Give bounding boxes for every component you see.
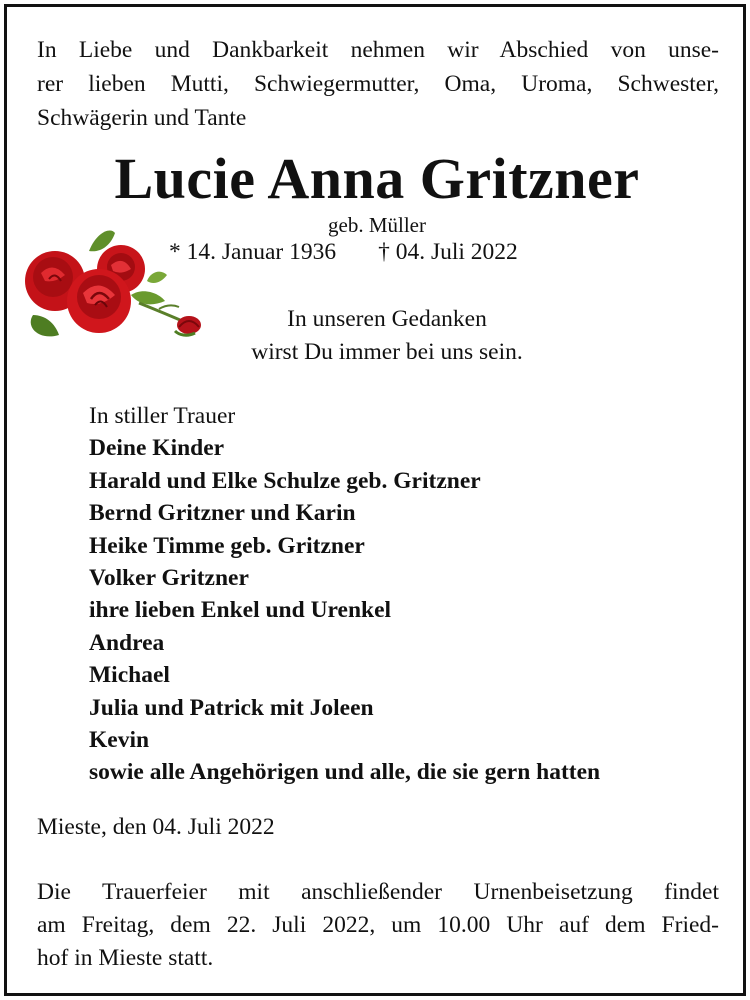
mourner-line: ihre lieben Enkel und Urenkel: [89, 597, 392, 624]
service-line: hof in Mieste statt.: [37, 945, 214, 971]
birth-date: * 14. Januar 1936: [169, 239, 337, 265]
roses-icon: [19, 223, 207, 343]
service-line: Die Trauerfeier mit anschließender Urnenbeisetzung findet: [37, 879, 719, 905]
intro-text: [37, 33, 719, 135]
mourner-line: Heike Timme geb. Gritzner: [89, 532, 365, 559]
mourners-intro: In stiller Trauer: [89, 403, 236, 429]
mourner-line: Kevin: [89, 727, 150, 754]
mourner-line: Julia und Patrick mit Joleen: [89, 694, 374, 721]
mourner-line: Deine Kinder: [89, 435, 225, 462]
intro-line: Schwägerin und Tante: [37, 105, 247, 131]
life-dates: [169, 239, 518, 266]
place-date: Mieste, den 04. Juli 2022: [37, 814, 275, 840]
intro-line: rer lieben Mutti, Schwiegermutter, Oma, Uroma, Schwester,: [37, 71, 719, 97]
deceased-name: Lucie Anna Gritzner: [114, 146, 640, 211]
birth-name: geb. Müller: [328, 213, 426, 237]
funeral-service-info: [37, 876, 719, 975]
mourner-line: Bernd Gritzner und Karin: [89, 500, 356, 527]
intro-line: In Liebe und Dankbarkeit nehmen wir Abschied von unse-: [37, 37, 719, 63]
death-date: † 04. Juli 2022: [378, 239, 518, 265]
service-line: am Freitag, dem 22. Juli 2022, um 10.00 Uhr auf dem Fried-: [37, 912, 719, 938]
obituary-frame: [4, 4, 746, 996]
mourner-line: Andrea: [89, 629, 165, 656]
quote-line: In unseren Gedanken: [287, 306, 487, 332]
mourners-list: [89, 400, 600, 789]
mourner-line: sowie alle Angehörigen und alle, die sie gern hatten: [89, 759, 601, 786]
memorial-quote: [197, 303, 577, 369]
mourner-line: Volker Gritzner: [89, 565, 249, 592]
quote-line: wirst Du immer bei uns sein.: [251, 339, 523, 365]
mourner-line: Michael: [89, 662, 170, 689]
mourner-line: Harald und Elke Schulze geb. Gritzner: [89, 467, 481, 494]
